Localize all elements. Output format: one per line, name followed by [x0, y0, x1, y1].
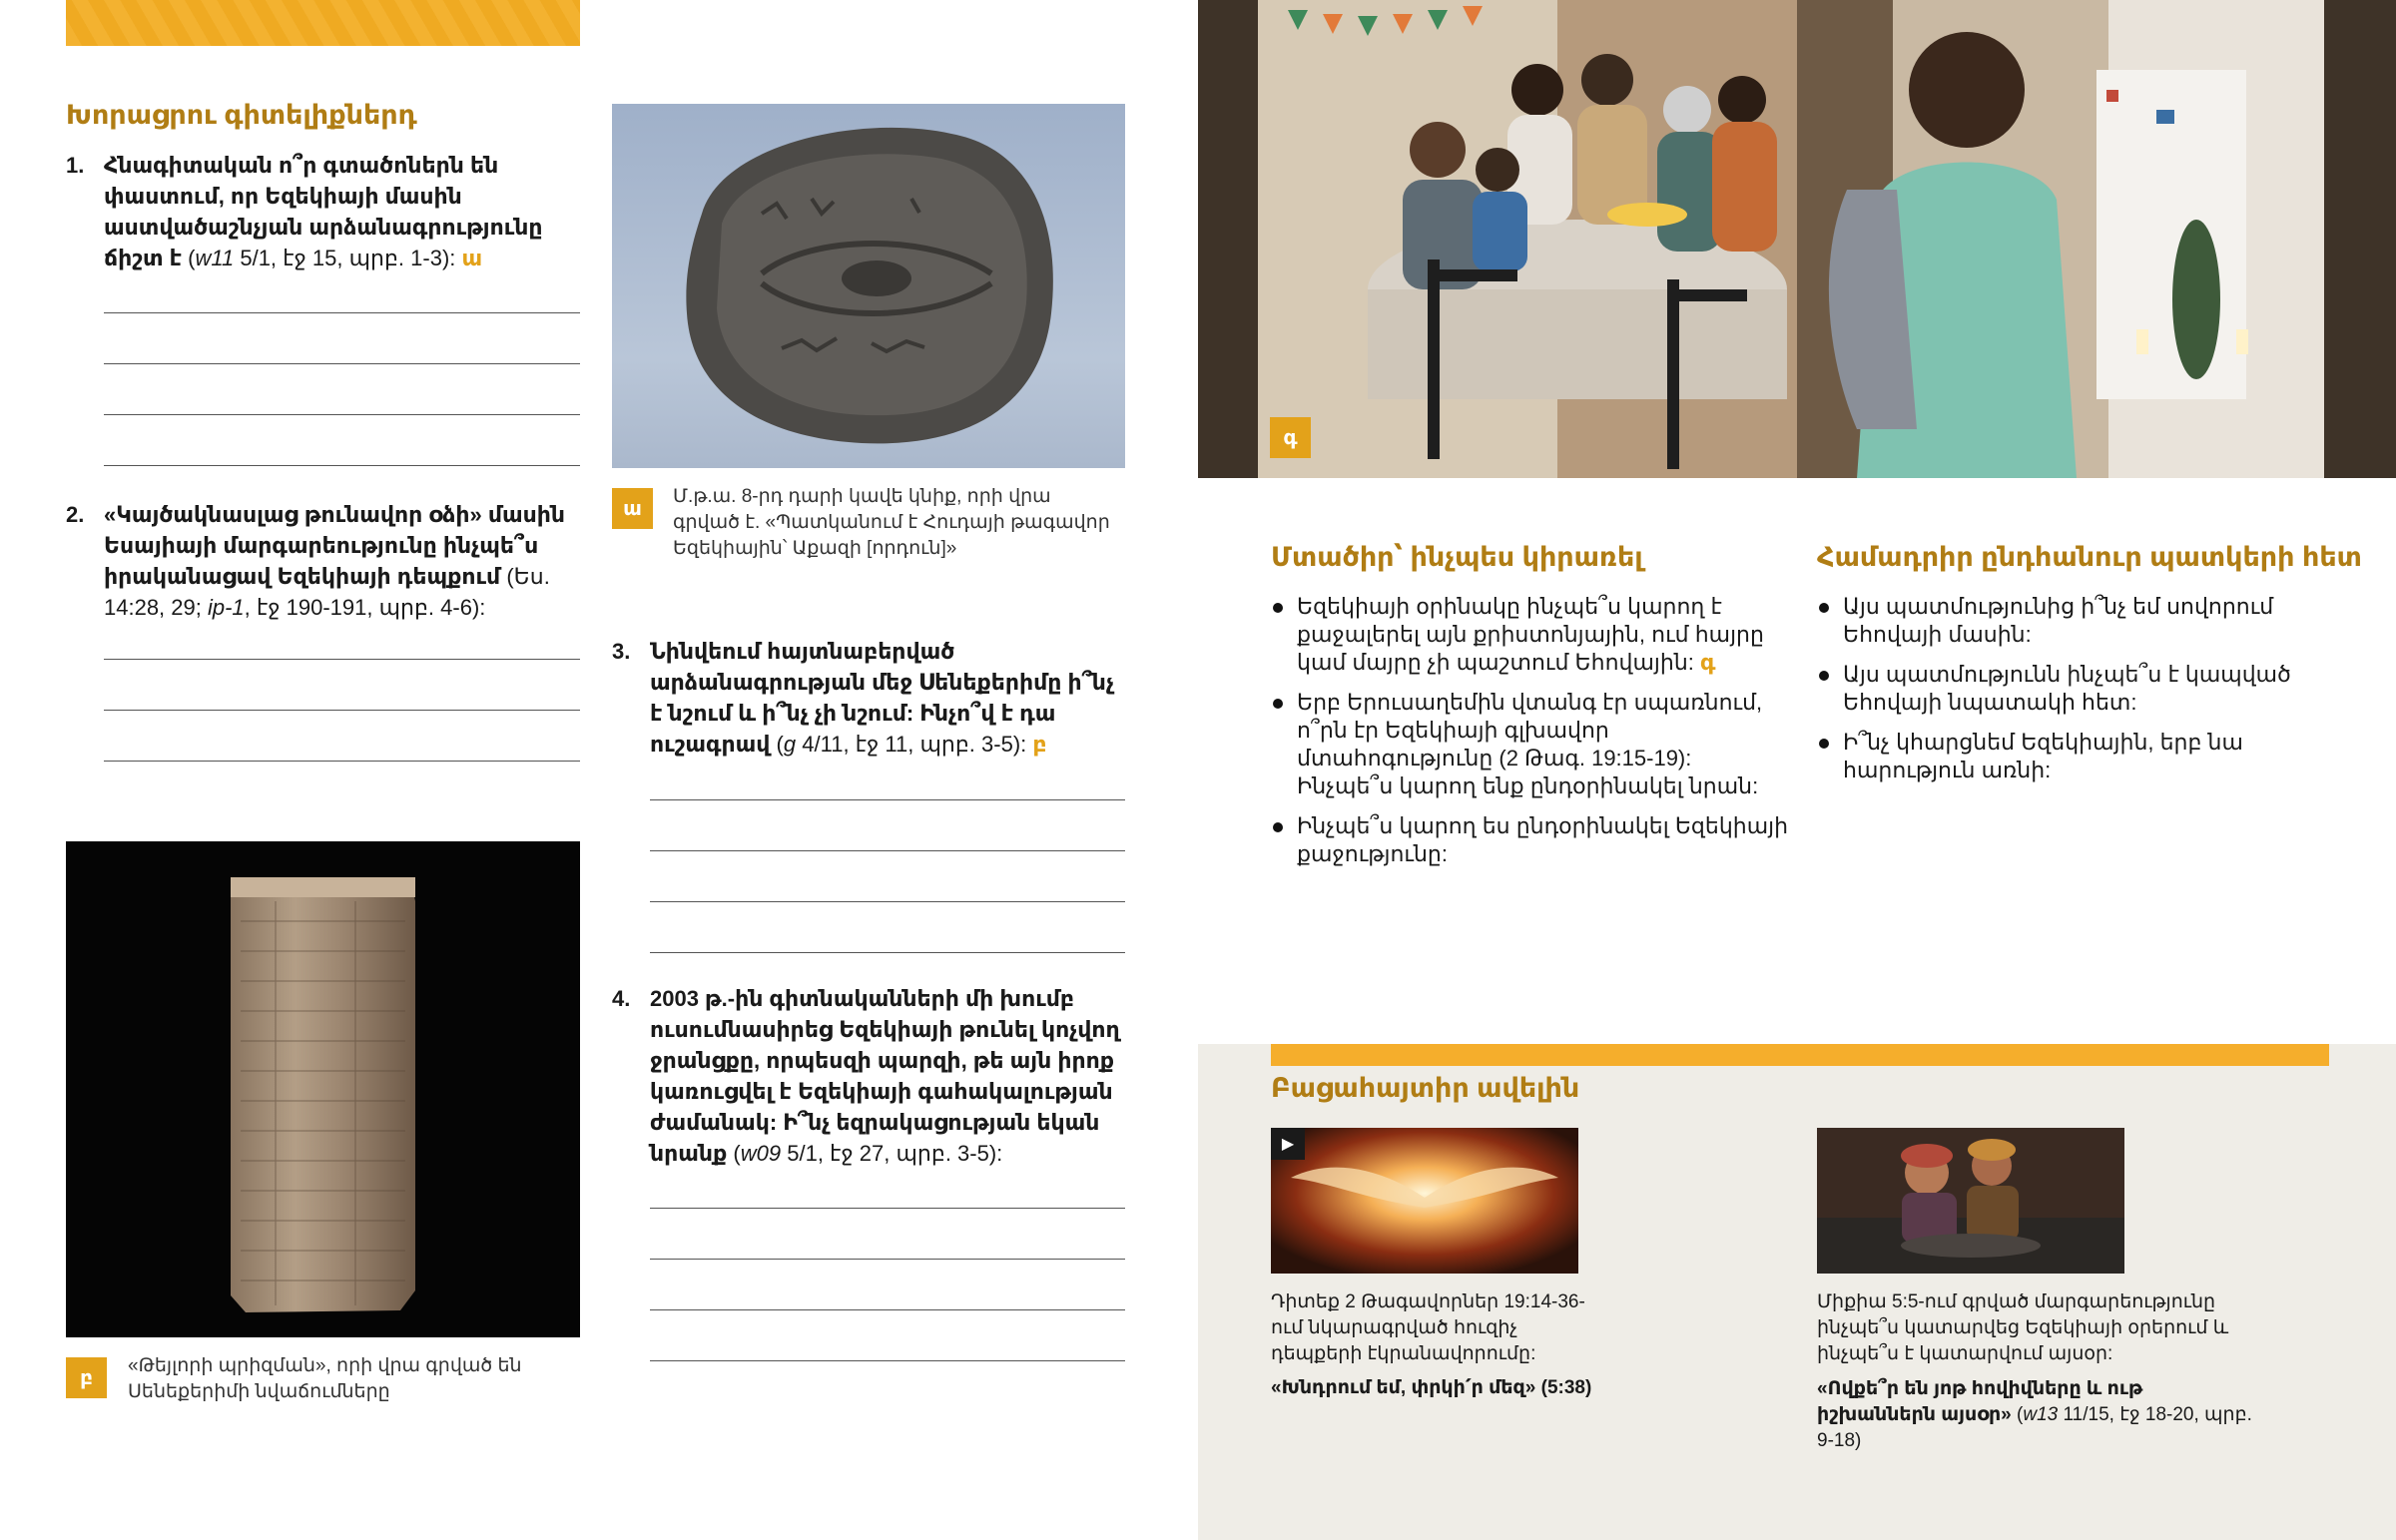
caption-a-badge: ա [612, 488, 653, 529]
question-3 [612, 636, 1125, 760]
answer-lines-1[interactable] [104, 312, 580, 466]
article-thumbnail[interactable] [1817, 1128, 2124, 1274]
caption-b-text: «Թեյլորի պրիզման», որի վրա գրված են Սենեքերիմի նվաճումները [128, 1355, 522, 1402]
question-reference: (w11 5/1, էջ 15, պրբ. 1-3): [188, 246, 456, 270]
question-reference: (g 4/11, էջ 11, պրբ. 3-5): [770, 732, 1027, 757]
review-heading: Խորացրու գիտելիքներդ [66, 100, 417, 130]
image-marker: բ [1032, 732, 1047, 757]
question-number: 2. [66, 502, 85, 527]
answer-line[interactable] [650, 799, 1125, 800]
answer-line[interactable] [650, 1259, 1125, 1260]
question-text: 2003 թ.-ին գիտնականների մի խումբ ուսումնասիրեց Եզեկիայի թունել կոչվող ջրանցքը, որպեսզի պարզի, թե այն իրոք կառուցվել է Եզեկիայի գահակալության ժամանակ: Ի՞նչ եզրակացության եկան նրանք [650, 986, 1120, 1166]
article-description: Միքիա 5:5-ում գրված մարգարեությունը ինչպե՞ս կատարվեց Եզեկիայի օրերում և ինչպե՞ս է կատարվում այսօր: [1817, 1291, 2229, 1364]
family-dinner-photo [1198, 0, 2396, 478]
answer-line[interactable] [104, 312, 580, 313]
decorative-top-band [66, 0, 580, 46]
answer-line[interactable] [650, 952, 1125, 953]
answer-line[interactable] [650, 1360, 1125, 1361]
question-number: 1. [66, 153, 85, 178]
answer-line[interactable] [104, 761, 580, 762]
answer-line[interactable] [650, 1309, 1125, 1310]
bigpicture-list [1817, 593, 2296, 796]
bigpicture-item: Այս պատմությունից ի՞նչ եմ սովորում Եհովայի մասին: [1817, 593, 2296, 649]
bigpicture-item: Ի՞նչ կհարցնեմ Եզեկիային, երբ նա հարություն առնի: [1817, 729, 2296, 784]
answer-line[interactable] [104, 710, 580, 711]
clay-seal-image [612, 104, 1125, 468]
article-title-link[interactable]: «Ովքե՞ր են յոթ հովիվները և ութ իշխաններն այսօր» (w13 11/15, էջ 18-20, պրբ. 9-18) [1817, 1378, 2252, 1451]
answer-line[interactable] [650, 1208, 1125, 1209]
answer-line[interactable] [104, 659, 580, 660]
question-reference: (w09 5/1, էջ 27, պրբ. 3-5): [727, 1141, 1003, 1166]
apply-item: Եզեկիայի օրինակը ինչպե՞ս կարող է քաջալերել այն քրիստոնյային, ում հայրը կամ մայրը չի պաշտում Եհովային: գ [1271, 593, 1790, 677]
explore-accent-bar [1271, 1044, 2329, 1066]
question-2 [66, 499, 580, 623]
video-thumbnail[interactable] [1271, 1128, 1578, 1274]
question-1 [66, 150, 580, 273]
answer-line[interactable] [650, 901, 1125, 902]
bigpicture-heading: Համադրիր ընդհանուր պատկերի հետ [1817, 542, 2362, 572]
answer-lines-2[interactable] [104, 659, 580, 762]
caption-a-text: Մ.թ.ա. 8-րդ դարի կավե կնիք, որի վրա գրված է. «Պատկանում է Հուդայի թագավոր Եզեկիային՝ Աքազի [որդուն]» [673, 486, 1110, 559]
question-text: «Կայծակնասլաց թունավոր օձի» մասին Եսայիայի մարգարեությունը ինչպե՞ս իրականացավ Եզեկիայի դեպքում [104, 502, 566, 589]
answer-line[interactable] [104, 465, 580, 466]
question-text: Նինվեում հայտնաբերված արձանագրության մեջ Սենեքերիմը ի՞նչ է նշում և ի՞նչ չի նշում: Ինչո՞վ է դա ուշագրավ [650, 639, 1114, 757]
answer-line[interactable] [104, 414, 580, 415]
taylor-prism-image [66, 841, 580, 1337]
photo-badge: գ [1270, 417, 1311, 458]
bigpicture-item: Այս պատմությունն ինչպե՞ս է կապված Եհովայի նպատակի հետ: [1817, 661, 2296, 717]
apply-item: Երբ Երուսաղեմին վտանգ էր սպառնում, ո՞րն էր Եզեկիայի գլխավոր մտահոգությունը (2 Թագ. 19:15-19): Ինչպե՞ս կարող ենք ընդօրինակել նրան: [1271, 689, 1790, 800]
answer-lines-3[interactable] [650, 799, 1125, 953]
question-number: 4. [612, 986, 631, 1011]
apply-list [1271, 593, 1790, 880]
caption-b-badge: բ [66, 1357, 107, 1398]
explore-heading: Բացահայտիր ավելին [1271, 1073, 1580, 1103]
video-title-link[interactable]: «Խնդրում եմ, փրկի՛ր մեզ» (5:38) [1271, 1377, 1592, 1398]
answer-line[interactable] [650, 850, 1125, 851]
question-reference: (Ես. 14:28, 29; ip-1, էջ 190-191, պրբ. 4-6): [104, 564, 550, 620]
question-number: 3. [612, 639, 631, 664]
question-4 [612, 983, 1125, 1169]
play-icon[interactable]: ▶ [1271, 1128, 1305, 1160]
image-marker: ա [461, 246, 483, 270]
answer-lines-4[interactable] [650, 1208, 1125, 1361]
question-text: Հնագիտական ո՞ր գտածոներն են փաստում, որ Եզեկիայի մասին աստվածաշնչյան արձանագրությունը ճիշտ է [104, 153, 543, 270]
answer-line[interactable] [104, 363, 580, 364]
apply-heading: Մտածիր՝ ինչպես կիրառել [1271, 542, 1643, 572]
image-marker: գ [1700, 650, 1716, 675]
apply-item: Ինչպե՞ս կարող ես ընդօրինակել Եզեկիայի քաջությունը: [1271, 812, 1790, 868]
video-description: Դիտեք 2 Թագավորներ 19:14-36-ում նկարագրված հուզիչ դեպքերի էկրանավորումը: [1271, 1291, 1585, 1364]
